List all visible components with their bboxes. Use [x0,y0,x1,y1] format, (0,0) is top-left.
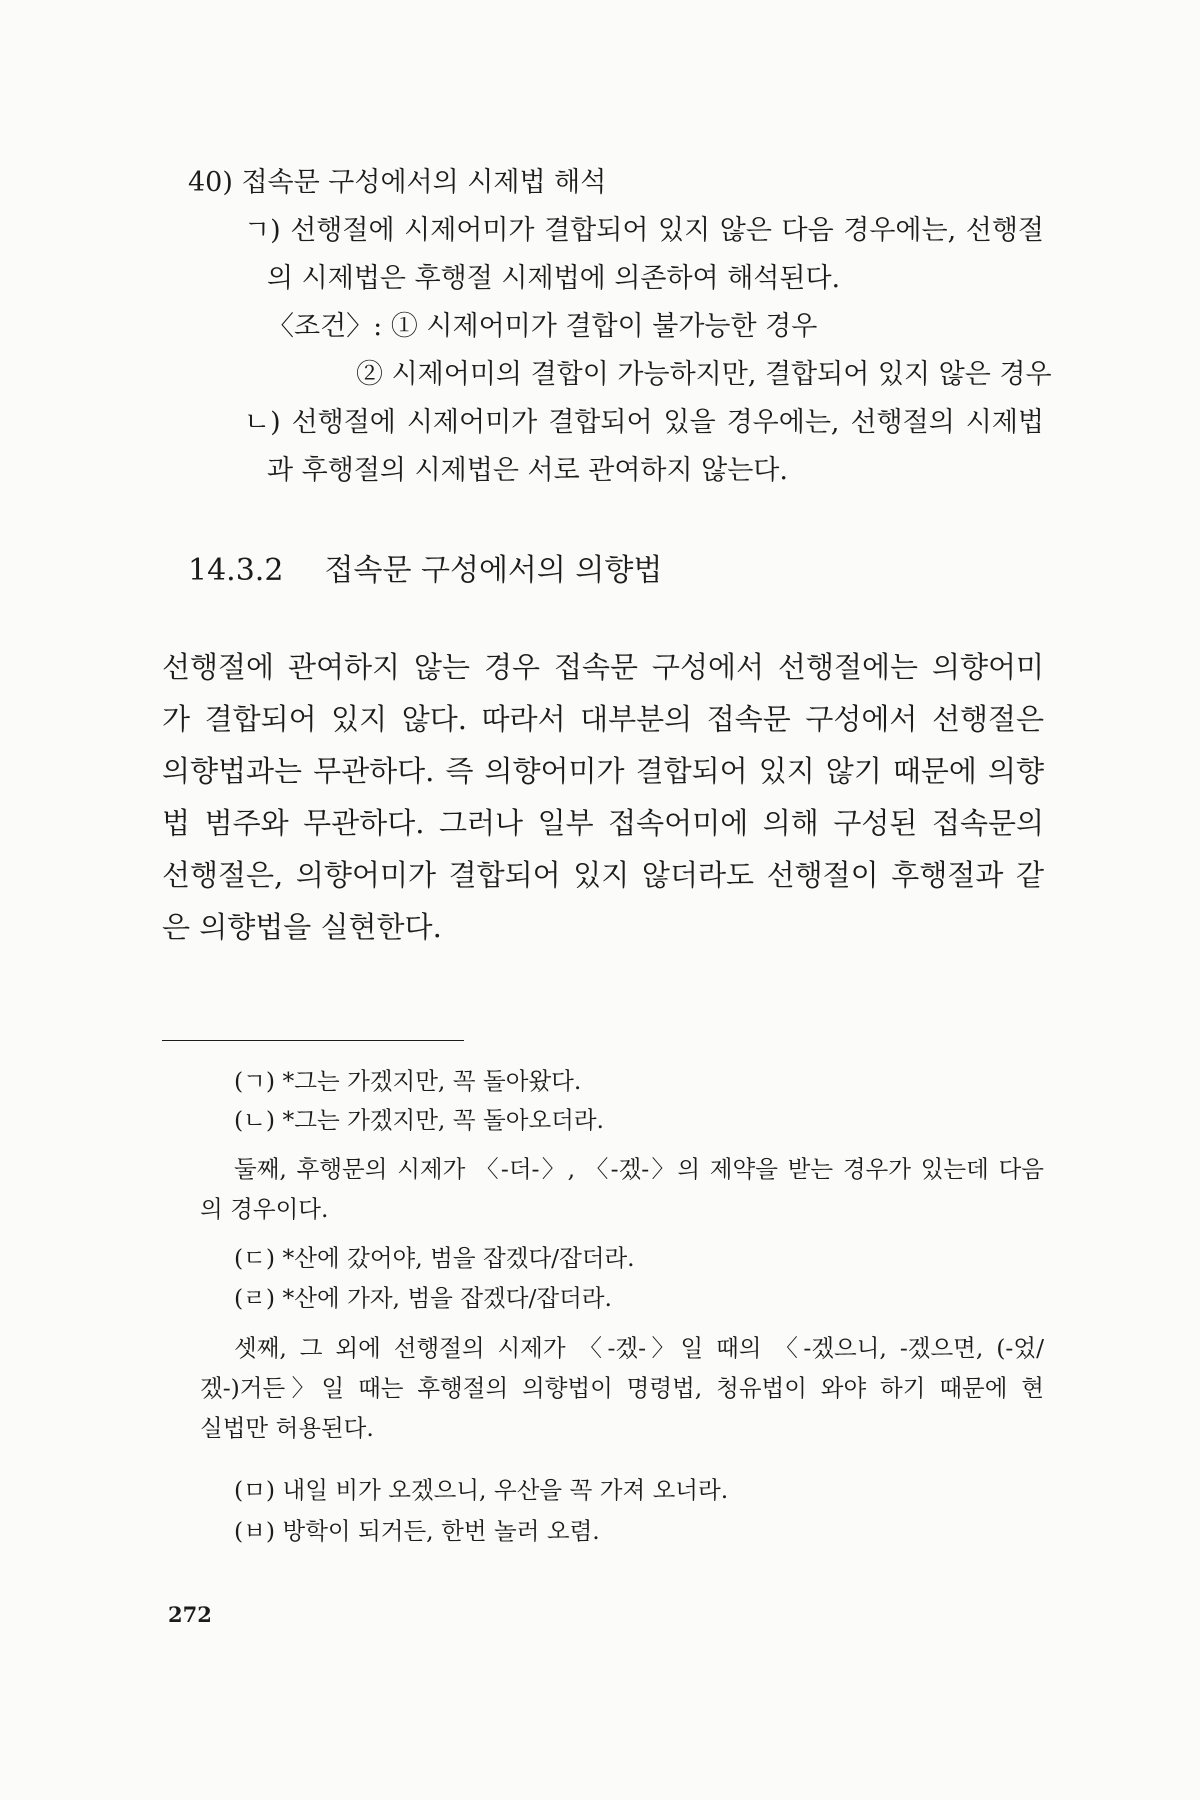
section-heading [188,545,662,589]
section-number: 14.3.2 [188,553,284,588]
footnote-40-item-a-line1: ㄱ) 선행절에 시제어미가 결합되어 있지 않은 다음 경우에는, 선행절 [244,215,1044,246]
footnote-para-2-line2: 의 경우이다. [200,1195,329,1223]
condition-line-2: ② 시제어미의 결합이 가능하지만, 결합되어 있지 않은 경우 [356,359,1052,390]
footnote-40-title: 40) 접속문 구성에서의 시제법 해석 [188,167,607,198]
example-d: (ㄹ) *산에 가자, 범을 잡겠다/잡더라. [234,1284,612,1312]
footnote-40-item-a-line2: 의 시제법은 후행절 시제법에 의존하여 해석된다. [267,263,841,294]
footnote-para-3-line3: 실법만 허용된다. [200,1414,374,1442]
example-f: (ㅂ) 방학이 되거든, 한번 놀러 오렴. [234,1517,600,1545]
footnote-para-3-line2: 겠-)거든〉일 때는 후행절의 의향법이 명령법, 청유법이 와야 하기 때문에 현 [200,1374,1044,1402]
example-a: (ㄱ) *그는 가겠지만, 꼭 돌아왔다. [234,1067,582,1095]
body-line-4: 법 범주와 무관하다. 그러나 일부 접속어미에 의해 구성된 접속문의 [162,806,1044,840]
footnote-40-item-b-line2: 과 후행절의 시제법은 서로 관여하지 않는다. [267,455,788,486]
footnote-divider [162,1040,464,1041]
condition-line-1: 〈조건〉: ① 시제어미가 결합이 불가능한 경우 [267,311,818,342]
example-e: (ㅁ) 내일 비가 오겠으니, 우산을 꼭 가져 오너라. [234,1476,729,1504]
footnote-para-2-line1: 둘째, 후행문의 시제가 〈-더-〉, 〈-겠-〉의 제약을 받는 경우가 있는데 다음 [234,1155,1044,1183]
example-b: (ㄴ) *그는 가겠지만, 꼭 돌아오더라. [234,1106,605,1134]
example-c: (ㄷ) *산에 갔어야, 범을 잡겠다/잡더라. [234,1244,635,1272]
footnote-40-item-b-line1: ㄴ) 선행절에 시제어미가 결합되어 있을 경우에는, 선행절의 시제법 [244,407,1044,438]
page-number: 272 [168,1602,212,1627]
body-line-5: 선행절은, 의향어미가 결합되어 있지 않더라도 선행절이 후행절과 같 [162,858,1044,892]
body-line-1: 선행절에 관여하지 않는 경우 접속문 구성에서 선행절에는 의향어미 [162,650,1044,684]
body-line-3: 의향법과는 무관하다. 즉 의향어미가 결합되어 있지 않기 때문에 의향 [162,754,1044,788]
footnote-para-3-line1: 셋째, 그 외에 선행절의 시제가 〈-겠-〉일 때의 〈-겠으니, -겠으면, (-었/ [234,1334,1044,1362]
body-line-2: 가 결합되어 있지 않다. 따라서 대부분의 접속문 구성에서 선행절은 [162,702,1044,736]
body-line-6: 은 의향법을 실현한다. [162,910,442,944]
section-title: 접속문 구성에서의 의향법 [324,553,663,588]
